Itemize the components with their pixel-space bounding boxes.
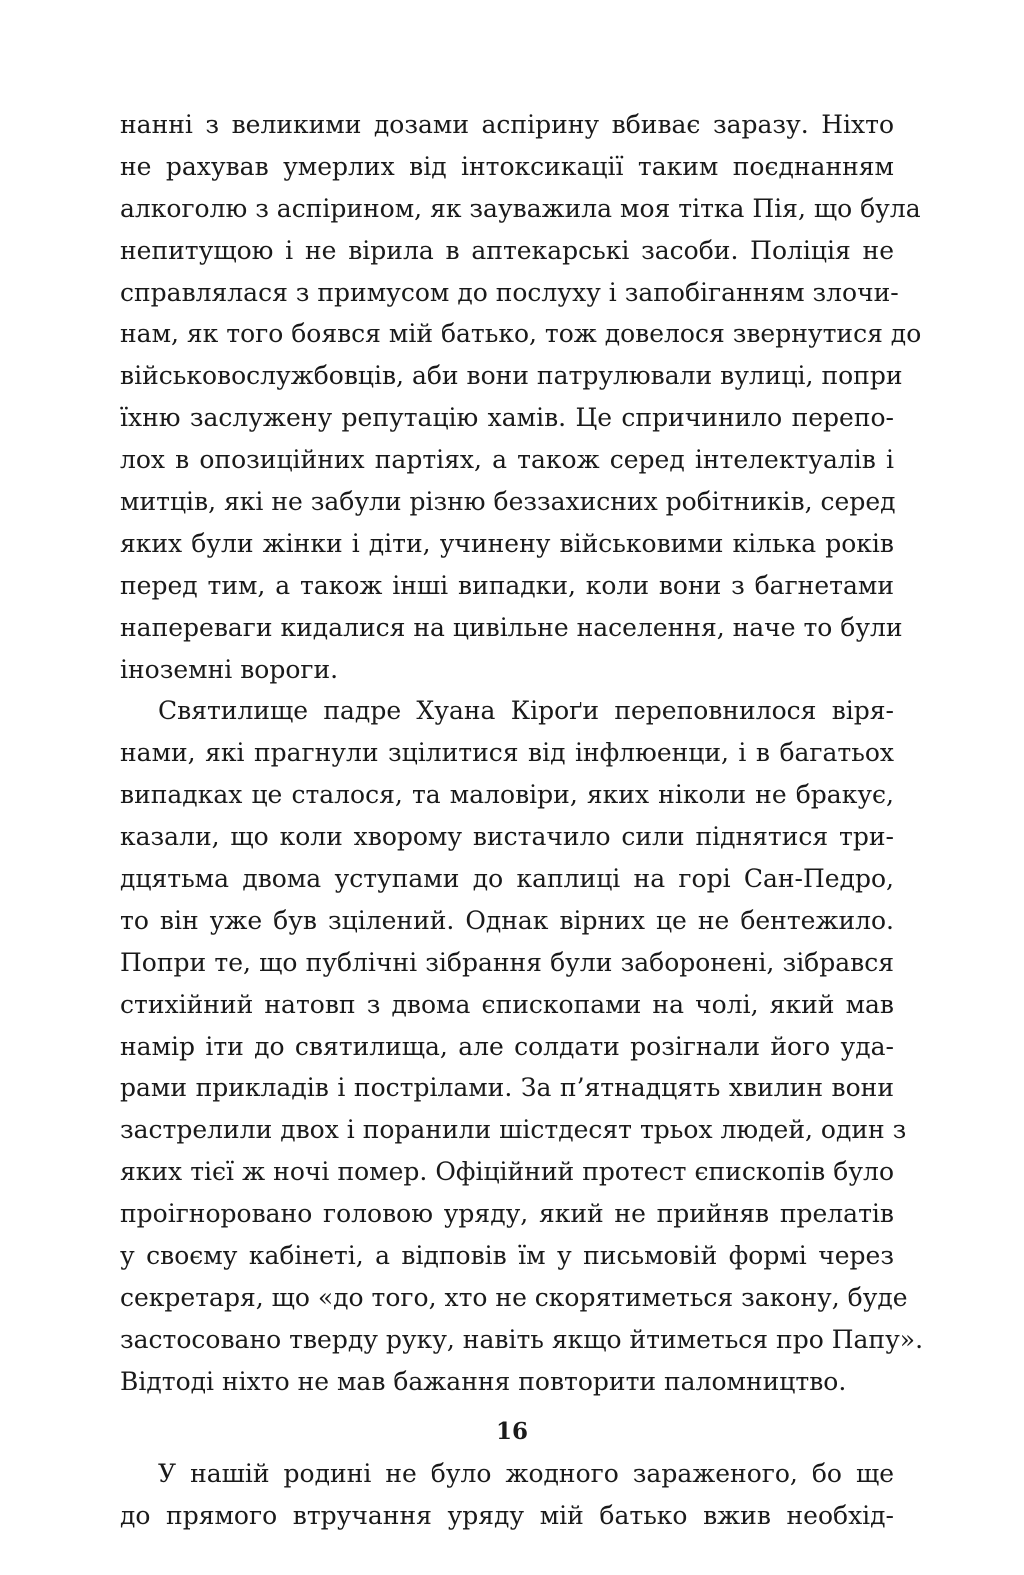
text-line: їхню заслужену репутацію хамів. Це спричинило перепо- xyxy=(120,403,894,433)
text-line: застрелили двох і поранили шістдесят трьох людей, один з xyxy=(120,1115,907,1145)
text-line: не рахував умерлих від інтоксикації таким поєднанням xyxy=(120,151,894,181)
text-line: стихійний натовп з двома єпископами на чолі, який мав xyxy=(120,989,894,1019)
text-line: нанні з великими дозами аспірину вбиває заразу. Ніхто xyxy=(120,110,894,139)
paragraph xyxy=(120,1453,894,1537)
text-line: нам, як того боявся мій батько, тож довелося звернутися до xyxy=(120,319,922,349)
text-line: намір іти до святилища, але солдати розігнали його уда- xyxy=(120,1031,894,1061)
paragraph xyxy=(120,104,922,690)
text-line: У нашій родині не було жодного зараженого, бо ще xyxy=(158,1458,894,1488)
paragraph xyxy=(120,690,924,1402)
text-line: лох в опозиційних партіях, а також серед інтелектуалів і xyxy=(120,445,894,475)
text-line: рами прикладів і пострілами. За п’ятнадцять хвилин вони xyxy=(120,1073,894,1103)
text-line: Попри те, що публічні зібрання були заборонені, зібрався xyxy=(120,947,894,977)
page-number: 16 xyxy=(495,1418,528,1445)
text-line: іноземні вороги. xyxy=(120,654,339,684)
text-line: митців, які не забули різню беззахисних робітників, серед xyxy=(120,487,896,517)
text-line: Відтоді ніхто не мав бажання повторити паломництво. xyxy=(120,1366,847,1396)
text-line: дцятьма двома уступами до каплиці на горі Сан-Педро, xyxy=(120,864,894,894)
text-line: то він уже був зцілений. Однак вірних це не бентежило. xyxy=(120,905,894,935)
text-line: проігноровано головою уряду, який не прийняв прелатів xyxy=(120,1199,894,1229)
text-line: непитущою і не вірила в аптекарські засоби. Поліція не xyxy=(120,235,894,265)
book-page-text xyxy=(120,104,924,1536)
text-line: яких були жінки і діти, учинену військовими кілька років xyxy=(120,528,894,558)
text-line: Святилище падре Хуана Кіроґи переповнилося віря- xyxy=(158,696,894,726)
text-line: казали, що коли хворому вистачило сили піднятися три- xyxy=(120,822,894,852)
text-line: секретаря, що «до того, хто не скорятиметься закону, буде xyxy=(120,1282,908,1312)
text-line: справлялася з примусом до послуху і запобіганням злочи- xyxy=(120,277,899,307)
text-line: у своєму кабінеті, а відповів їм у письмовій формі через xyxy=(120,1241,894,1271)
text-line: застосовано тверду руку, навіть якщо йтиметься про Папу». xyxy=(120,1324,924,1354)
text-line: алкоголю з аспірином, як зауважила моя тітка Пія, що була xyxy=(120,193,921,223)
text-line: яких тієї ж ночі помер. Офіційний протест єпископів було xyxy=(120,1157,894,1187)
text-line: військовослужбовців, аби вони патрулювали вулиці, попри xyxy=(120,361,903,391)
text-line: до прямого втручання уряду мій батько вжив необхід- xyxy=(120,1500,894,1530)
text-line: випадках це сталося, та маловіри, яких ніколи не бракує, xyxy=(120,780,894,810)
text-line: перед тим, а також інші випадки, коли вони з багнетами xyxy=(120,570,894,600)
paragraphs-container xyxy=(120,104,924,1536)
text-line: напереваги кидалися на цивільне населення, наче то були xyxy=(120,612,903,642)
text-line: нами, які прагнули зцілитися від інфлюенци, і в багатьох xyxy=(120,738,894,768)
